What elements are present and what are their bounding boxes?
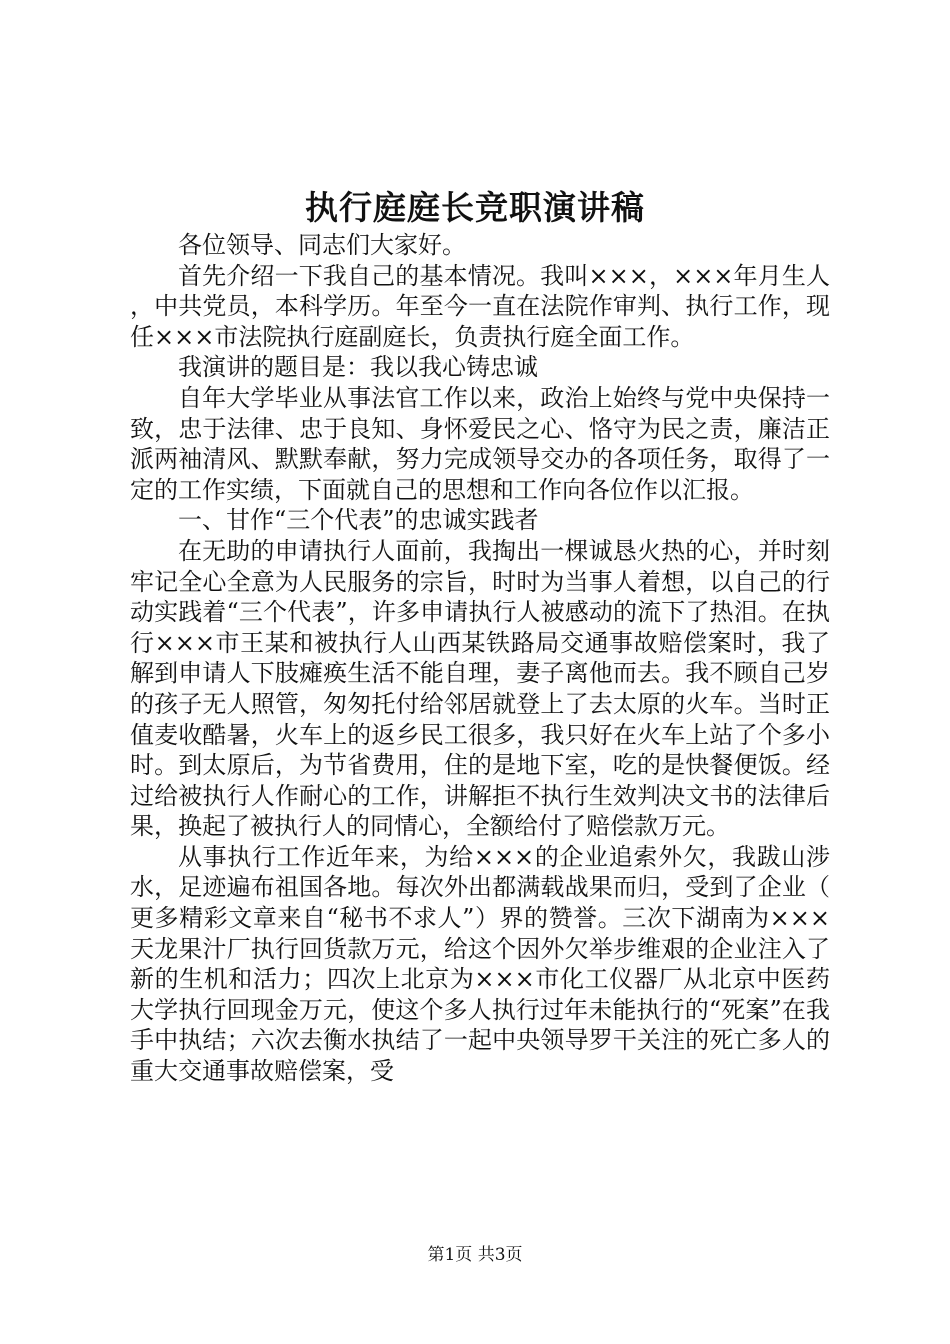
section-heading-one: 一、甘作“三个代表”的忠诚实践者: [178, 506, 539, 535]
paragraph-introduction: 首先介绍一下我自己的基本情况。我叫×××，×××年月生人，中共党员，本科学历。年至今一直在法院作审判、执行工作，现任×××市法院执行庭副庭长，负责执行庭全面工作。: [130, 261, 830, 351]
page-footer: 第1页 共3页: [427, 1245, 523, 1265]
paragraph-speech-topic: 我演讲的题目是：我以我心铸忠诚: [178, 353, 538, 382]
document-body: [130, 230, 830, 1087]
document-title: 执行庭庭长竞职演讲稿: [305, 188, 645, 227]
paragraph-case-taiyuan: 在无助的申请执行人面前，我掏出一棵诚恳火热的心，并时刻牢记全心全意为人民服务的宗旨，时时为当事人着想，以自己的行动实践着“三个代表”，许多申请执行人被感动的流下了热泪。在执行×××市王某和被执行人山西某铁路局交通事故赔偿案时，我了解到申请人下肢瘫痪生活不能自理，妻子离他而去。我不顾自己岁的孩子无人照管，匆匆托付给邻居就登上了去太原的火车。当时正值麦收酷暑，火车上的返乡民工很多，我只好在火车上站了个多小时。到太原后，为节省费用，住的是地下室，吃的是快餐便饭。经过给被执行人作耐心的工作，讲解拒不执行生效判决文书的法律后果，换起了被执行人的同情心，全额给付了赔偿款万元。: [130, 536, 830, 841]
paragraph-career-summary: 自年大学毕业从事法官工作以来，政治上始终与党中央保持一致，忠于法律、忠于良知、身怀爱民之心、恪守为民之责，廉洁正派两袖清风、默默奉献，努力完成领导交办的各项任务，取得了一定的工作实绩，下面就自己的思想和工作向各位作以汇报。: [130, 383, 830, 504]
paragraph-enforcement-work: 从事执行工作近年来，为给×××的企业追索外欠，我跋山涉水，足迹遍布祖国各地。每次外出都满载战果而归，受到了企业（更多精彩文章来自“秘书不求人”）界的赞誉。三次下湖南为×××天龙果汁厂执行回货款万元，给这个因外欠举步维艰的企业注入了新的生机和活力；四次上北京为×××市化工仪器厂从北京中医药大学执行回现金万元，使这个多人执行过年未能执行的“死案”在我手中执结；六次去衡水执结了一起中央领导罗干关注的死亡多人的重大交通事故赔偿案，受: [130, 842, 830, 1086]
paragraph-greeting: 各位领导、同志们大家好。: [178, 231, 466, 259]
